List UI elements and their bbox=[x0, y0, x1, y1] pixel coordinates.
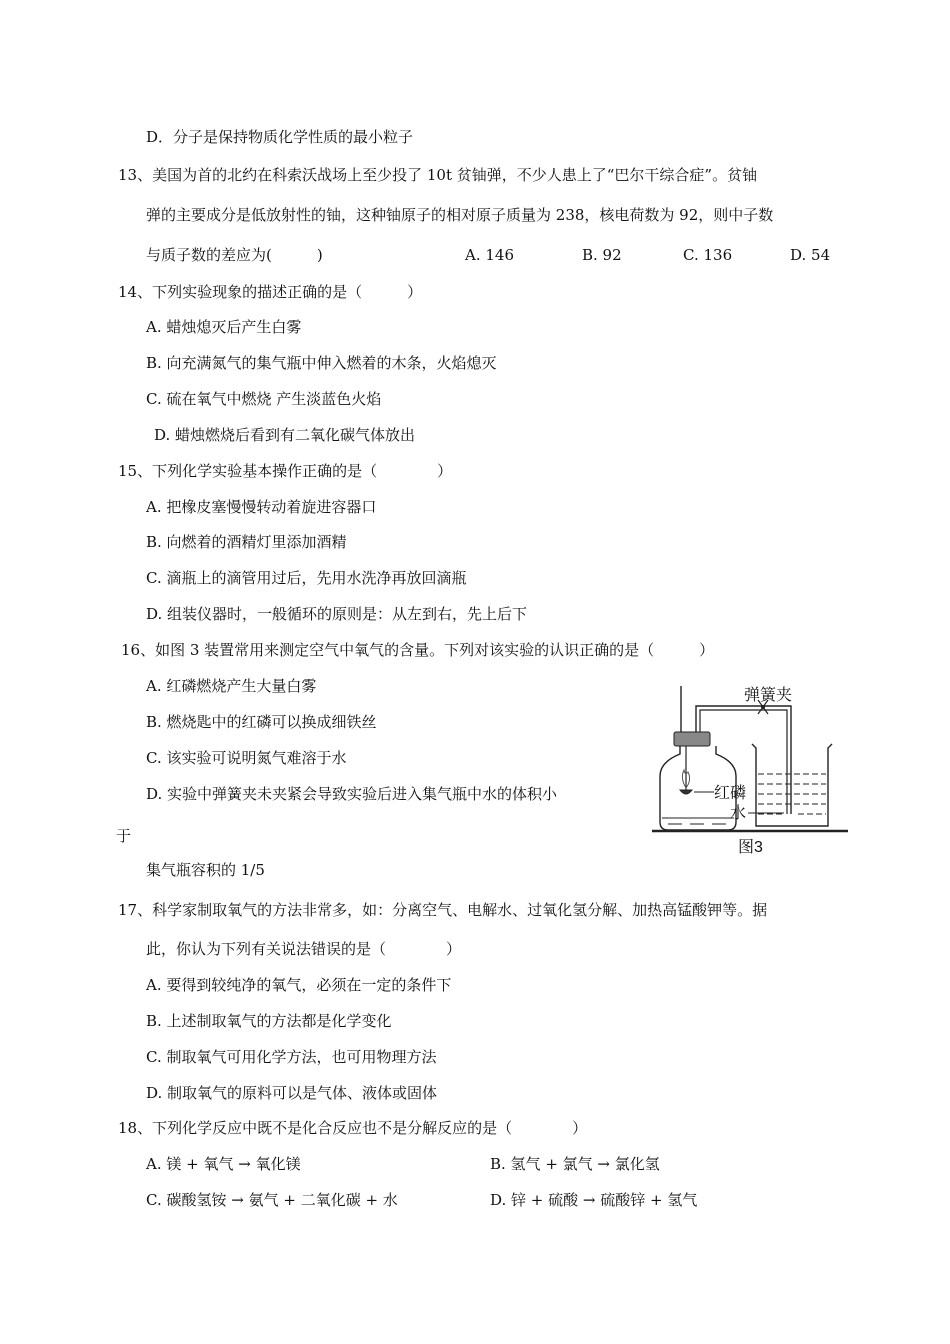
q17-option-a: A. 要得到较纯净的氧气，必须在一定的条件下 bbox=[146, 976, 452, 994]
q12-option-d: D．分子是保持物质化学性质的最小粒子 bbox=[146, 128, 414, 146]
q16-option-a: A. 红磷燃烧产生大量白雾 bbox=[146, 677, 317, 695]
water-label: 水 bbox=[730, 805, 747, 822]
q16-option-c: C. 该实验可说明氮气难溶于水 bbox=[146, 749, 347, 767]
q16-option-d: D. 实验中弹簧夹未夹紧会导致实验后进入集气瓶中水的体积小 bbox=[146, 785, 558, 803]
q14-stem: 14、下列实验现象的描述正确的是（ ） bbox=[118, 283, 423, 301]
q14-option-c: C. 硫在氧气中燃烧 产生淡蓝色火焰 bbox=[146, 390, 382, 408]
q15-option-d: D. 组装仪器时，一般循环的原则是：从左到右，先上后下 bbox=[146, 605, 528, 623]
q17-option-b: B. 上述制取氧气的方法都是化学变化 bbox=[146, 1012, 392, 1030]
red-phosphorus-label: 红磷 bbox=[714, 785, 747, 802]
q13-option-c: C. 136 bbox=[683, 246, 733, 264]
figure-caption: 图3 bbox=[738, 839, 763, 856]
q14-option-a: A. 蜡烛熄灭后产生白雾 bbox=[146, 318, 302, 336]
q13-stem-line3: 与质子数的差应为( ) bbox=[146, 246, 323, 264]
q17-option-d: D. 制取氧气的原料可以是气体、液体或固体 bbox=[146, 1084, 438, 1102]
q14-option-d: D. 蜡烛燃烧后看到有二氧化碳气体放出 bbox=[154, 426, 416, 444]
beaker-water bbox=[758, 774, 826, 814]
q13-option-a: A. 146 bbox=[465, 246, 514, 264]
q13-option-d: D. 54 bbox=[790, 246, 831, 264]
combustion-spoon bbox=[680, 790, 692, 794]
q18-stem: 18、下列化学反应中既不是化合反应也不是分解反应的是（ ） bbox=[118, 1119, 588, 1137]
q16-option-d-continued: 集气瓶容积的 1/5 bbox=[146, 861, 265, 879]
q17-stem-line2: 此，你认为下列有关说法错误的是（ ） bbox=[146, 940, 462, 958]
q13-option-b: B. 92 bbox=[582, 246, 622, 264]
q18-option-a: A. 镁 + 氧气 → 氧化镁 bbox=[146, 1155, 301, 1173]
q14-option-b: B. 向充满氮气的集气瓶中伸入燃着的木条，火焰熄灭 bbox=[146, 354, 497, 372]
figure-3-apparatus bbox=[652, 680, 848, 856]
q18-option-d: D. 锌 + 硫酸 → 硫酸锌 + 氢气 bbox=[490, 1191, 698, 1209]
q15-option-a: A. 把橡皮塞慢慢转动着旋进容器口 bbox=[146, 498, 377, 516]
q15-option-b: B. 向燃着的酒精灯里添加酒精 bbox=[146, 533, 347, 551]
clamp-label: 弹簧夹 bbox=[744, 687, 793, 704]
rubber-stopper bbox=[674, 732, 710, 746]
q17-option-c: C. 制取氧气可用化学方法，也可用物理方法 bbox=[146, 1048, 437, 1066]
q15-stem: 15、下列化学实验基本操作正确的是（ ） bbox=[118, 462, 453, 480]
q16-option-d-wrap: 于 bbox=[116, 827, 132, 845]
q18-option-b: B. 氢气 + 氯气 → 氯化氢 bbox=[490, 1155, 660, 1173]
q15-option-c: C. 滴瓶上的滴管用过后，先用水洗净再放回滴瓶 bbox=[146, 569, 467, 587]
q16-stem: 16、如图 3 装置常用来测定空气中氧气的含量。下列对该实验的认识正确的是（ ） bbox=[121, 641, 715, 659]
q13-stem-line1: 13、美国为首的北约在科索沃战场上至少投了 10t 贫铀弹，不少人患上了“巴尔干综合症”。贫铀 bbox=[118, 166, 758, 184]
q16-option-b: B. 燃烧匙中的红磷可以换成细铁丝 bbox=[146, 713, 377, 731]
q13-stem-line2: 弹的主要成分是低放射性的铀，这种铀原子的相对原子质量为 238，核电荷数为 92，则中子数 bbox=[146, 206, 774, 224]
q18-option-c: C. 碳酸氢铵 → 氨气 + 二氧化碳 + 水 bbox=[146, 1191, 398, 1209]
q17-stem-line1: 17、科学家制取氧气的方法非常多，如：分离空气、电解水、过氧化氢分解、加热高锰酸钾等。据 bbox=[118, 901, 768, 919]
